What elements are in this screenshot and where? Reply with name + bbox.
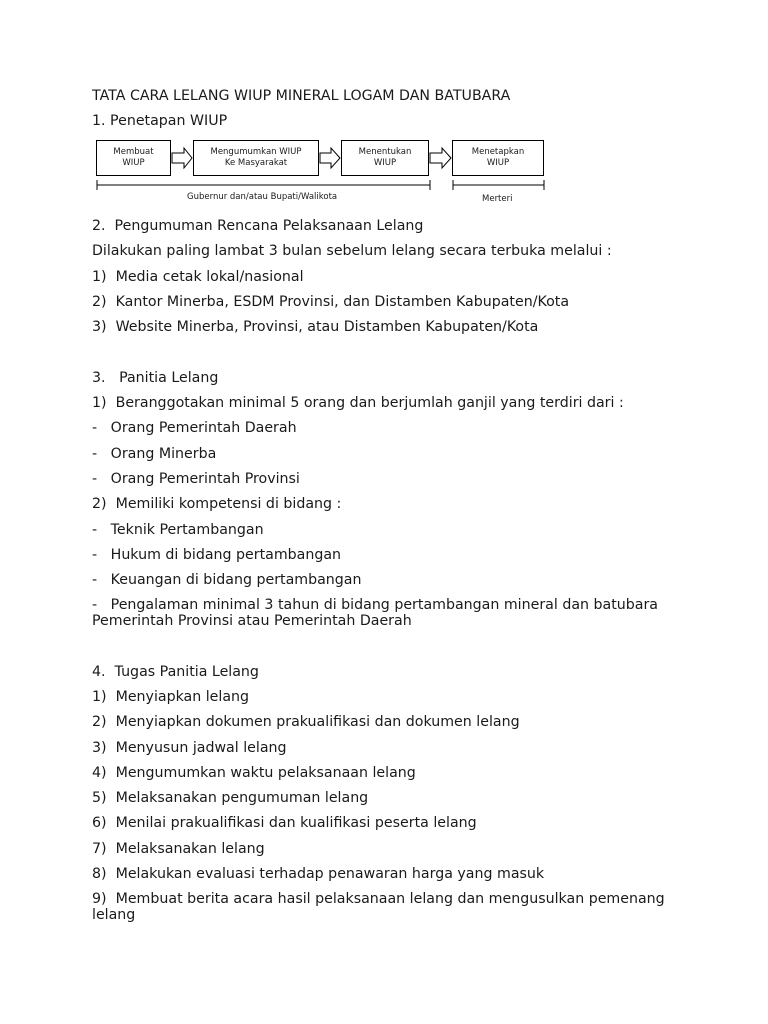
list-item: - Orang Pemerintah Daerah <box>92 420 297 436</box>
list-item: 8) Melakukan evaluasi terhadap penawaran harga yang masuk <box>92 866 545 882</box>
flow-box-line: Ke Masyarakat <box>224 158 288 168</box>
section-3-heading: 3. Panitia Lelang <box>92 370 219 386</box>
flow-label-menteri: Merteri <box>482 194 513 204</box>
list-item: - Pengalaman minimal 3 tahun di bidang pertambangan mineral dan batubara Pemerintah Provinsi atau Pemerintah Daerah <box>92 597 663 629</box>
flow-arrow-icon <box>172 148 192 168</box>
flow-box-line: Menetapkan <box>471 147 525 157</box>
list-item: - Orang Minerba <box>92 446 217 462</box>
list-item: - Orang Pemerintah Provinsi <box>92 471 300 487</box>
section-2-heading: 2. Pengumuman Rencana Pelaksanaan Lelang <box>92 218 424 234</box>
list-item: 2) Memiliki kompetensi di bidang : <box>92 496 342 512</box>
list-item: - Hukum di bidang pertambangan <box>92 547 342 563</box>
list-item: 7) Melaksanakan lelang <box>92 841 265 857</box>
section-4-heading: 4. Tugas Panitia Lelang <box>92 664 259 680</box>
list-item: 5) Melaksanakan pengumuman lelang <box>92 790 369 806</box>
list-item: 2) Menyiapkan dokumen prakualifikasi dan dokumen lelang <box>92 714 520 730</box>
flow-box-line: WIUP <box>373 158 397 168</box>
list-item: 1) Beranggotakan minimal 5 orang dan berjumlah ganjil yang terdiri dari : <box>92 395 624 411</box>
section-2-intro: Dilakukan paling lambat 3 bulan sebelum lelang secara terbuka melalui : <box>92 243 612 259</box>
flow-connectors <box>0 0 768 220</box>
flow-box-line: WIUP <box>122 158 145 168</box>
list-item: 9) Membuat berita acara hasil pelaksanaan lelang dan mengusulkan pemenang lelang <box>92 891 670 923</box>
list-item: - Keuangan di bidang pertambangan <box>92 572 362 588</box>
section-1-heading: 1. Penetapan WIUP <box>92 113 228 129</box>
flow-box-line: WIUP <box>486 158 510 168</box>
flow-label-gubernur: Gubernur dan/atau Bupati/Walikota <box>187 192 338 202</box>
document-title: TATA CARA LELANG WIUP MINERAL LOGAM DAN BATUBARA <box>92 88 511 104</box>
list-item: 4) Mengumumkan waktu pelaksanaan lelang <box>92 765 416 781</box>
list-item: 3) Website Minerba, Provinsi, atau Distamben Kabupaten/Kota <box>92 319 539 335</box>
flow-box-line: Mengumumkan WIUP <box>210 147 302 157</box>
flow-box-line: Membuat <box>113 147 154 157</box>
flow-arrow-icon <box>320 148 340 168</box>
flow-box-line: Menentukan <box>358 147 412 157</box>
list-item: 1) Media cetak lokal/nasional <box>92 269 304 285</box>
list-item: 2) Kantor Minerba, ESDM Provinsi, dan Distamben Kabupaten/Kota <box>92 294 570 310</box>
list-item: 1) Menyiapkan lelang <box>92 689 250 705</box>
list-item: - Teknik Pertambangan <box>92 522 264 538</box>
flow-arrow-icon <box>430 148 451 168</box>
list-item: 6) Menilai prakualifikasi dan kualifikasi peserta lelang <box>92 815 477 831</box>
list-item: 3) Menyusun jadwal lelang <box>92 740 287 756</box>
